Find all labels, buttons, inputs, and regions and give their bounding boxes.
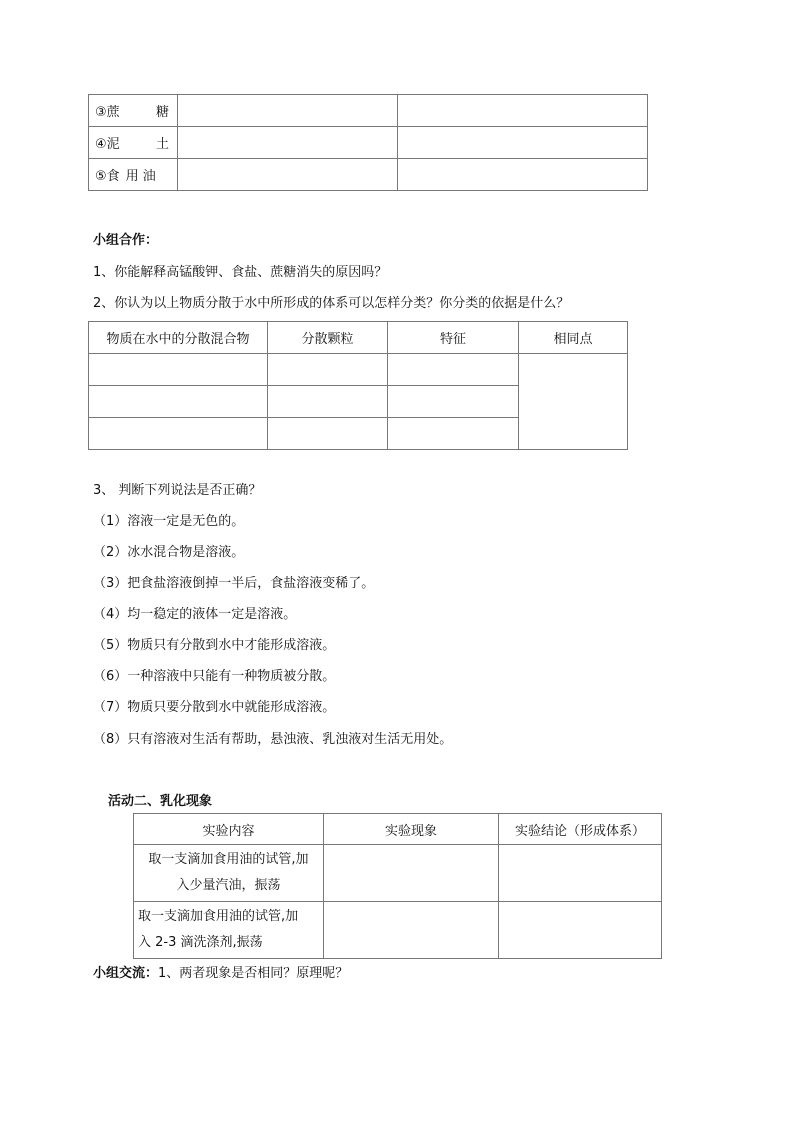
table-header-row xyxy=(134,814,662,845)
column-header: 特征 xyxy=(388,322,519,354)
judge-item: （1）溶液一定是无色的。 xyxy=(93,514,245,529)
table-row xyxy=(134,845,662,902)
row-label-b: 土 xyxy=(155,137,169,152)
experiment-content xyxy=(134,902,324,959)
common-point-cell[interactable] xyxy=(519,354,628,450)
row-label xyxy=(89,95,178,127)
experiment-content xyxy=(134,845,324,902)
table-cell[interactable] xyxy=(499,902,662,959)
judge-item: （7）物质只要分散到水中就能形成溶液。 xyxy=(93,700,336,715)
row-label-a: ③蔗 xyxy=(95,105,120,120)
table-row xyxy=(134,902,662,959)
question-2: 2、你认为以上物质分散于水中所形成的体系可以怎样分类？你分类的依据是什么？ xyxy=(93,296,570,311)
table-cell[interactable] xyxy=(398,127,648,159)
group-exchange xyxy=(93,962,348,981)
judge-title: 3、 判断下列说法是否正确？ xyxy=(93,483,262,498)
experiment-line: 入 2-3 滴洗涤剂,振荡 xyxy=(138,935,263,950)
table-cell[interactable] xyxy=(178,159,398,191)
table-row xyxy=(89,354,628,386)
table-cell[interactable] xyxy=(398,159,648,191)
row-label-b: 用 油 xyxy=(125,169,156,184)
table-header-row xyxy=(89,322,628,354)
classification-table xyxy=(88,321,628,450)
experiment-line: 取一支滴加食用油的试管,加 xyxy=(148,852,309,867)
table-cell[interactable] xyxy=(388,354,519,386)
judge-item: （4）均一稳定的液体一定是溶液。 xyxy=(93,607,297,622)
table-cell[interactable] xyxy=(324,845,499,902)
group-work-heading: 小组合作： xyxy=(93,233,159,248)
table-row xyxy=(89,127,648,159)
column-header: 实验内容 xyxy=(134,814,324,845)
row-label xyxy=(89,159,178,191)
table-cell[interactable] xyxy=(268,386,388,418)
judge-item: （8）只有溶液对生活有帮助，悬浊液、乳浊液对生活无用处。 xyxy=(93,732,453,747)
experiment-line: 入少量汽油，振荡 xyxy=(176,878,281,893)
column-header: 实验现象 xyxy=(324,814,499,845)
table-cell[interactable] xyxy=(89,418,268,450)
row-label xyxy=(89,127,178,159)
table-cell[interactable] xyxy=(388,418,519,450)
experiment-line: 取一支滴加食用油的试管,加 xyxy=(138,909,299,924)
column-header: 物质在水中的分散混合物 xyxy=(89,322,268,354)
column-header: 分散颗粒 xyxy=(268,322,388,354)
substance-table xyxy=(88,94,648,191)
table-cell[interactable] xyxy=(499,845,662,902)
table-cell[interactable] xyxy=(268,354,388,386)
exchange-text: 1、两者现象是否相同？原理呢？ xyxy=(158,966,349,981)
judge-item: （6）一种溶液中只能有一种物质被分散。 xyxy=(93,669,336,684)
table-cell[interactable] xyxy=(388,386,519,418)
question-1: 1、你能解释高锰酸钾、食盐、蔗糖消失的原因吗？ xyxy=(93,265,388,280)
table-cell[interactable] xyxy=(178,95,398,127)
judge-item: （5）物质只有分散到水中才能形成溶液。 xyxy=(93,638,336,653)
table-cell[interactable] xyxy=(178,127,398,159)
exchange-label: 小组交流： xyxy=(93,966,159,981)
table-row xyxy=(89,95,648,127)
emulsification-table xyxy=(133,813,662,959)
table-row xyxy=(89,159,648,191)
table-cell[interactable] xyxy=(268,418,388,450)
row-label-b: 糖 xyxy=(155,105,169,120)
row-label-a: ④泥 xyxy=(95,137,120,152)
judge-item: （2）冰水混合物是溶液。 xyxy=(93,545,245,560)
column-header: 实验结论（形成体系） xyxy=(499,814,662,845)
table-cell[interactable] xyxy=(398,95,648,127)
row-label-a: ⑤食 xyxy=(95,169,120,184)
table-cell[interactable] xyxy=(89,354,268,386)
table-cell[interactable] xyxy=(324,902,499,959)
column-header: 相同点 xyxy=(519,322,628,354)
judge-item: （3）把食盐溶液倒掉一半后，食盐溶液变稀了。 xyxy=(93,576,375,591)
activity2-title: 活动二、乳化现象 xyxy=(108,794,213,809)
table-cell[interactable] xyxy=(89,386,268,418)
